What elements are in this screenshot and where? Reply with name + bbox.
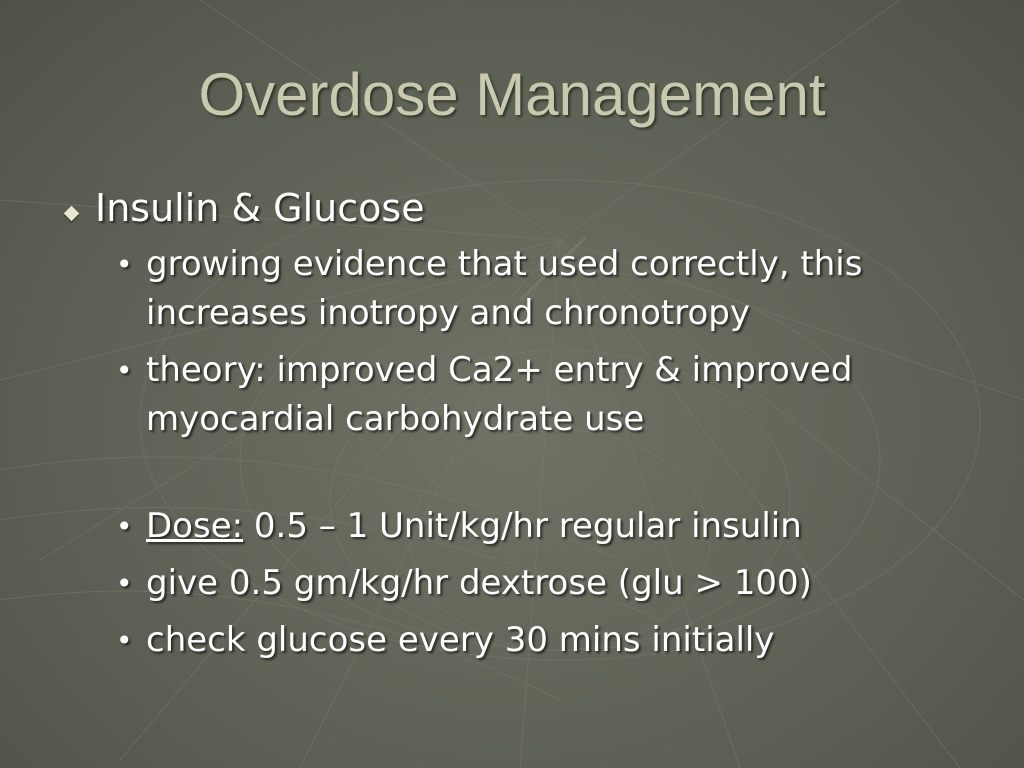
- dot-bullet-icon: •: [116, 566, 133, 600]
- sub-bullet-list: [60, 240, 960, 665]
- dot-bullet-icon: •: [116, 509, 133, 543]
- main-bullet: [60, 186, 960, 232]
- slide-title: Overdose Management: [198, 61, 826, 128]
- list-item: [116, 616, 960, 665]
- diamond-bullet-icon: [64, 206, 80, 222]
- dot-bullet-icon: •: [116, 353, 133, 387]
- dose-text: 0.5 – 1 Unit/kg/hr regular insulin: [243, 505, 802, 546]
- dot-bullet-icon: •: [116, 623, 133, 657]
- dot-bullet-icon: •: [116, 247, 133, 281]
- list-item: [116, 346, 960, 444]
- list-item: [116, 240, 960, 338]
- list-item-text: [146, 502, 802, 551]
- list-item-text: theory: improved Ca2+ entry & improved myocardial carbohydrate use: [146, 349, 853, 439]
- list-item-text: growing evidence that used correctly, this increases inotropy and chronotropy: [146, 243, 863, 333]
- main-bullet-text: Insulin & Glucose: [95, 186, 425, 230]
- list-item: [116, 559, 960, 608]
- list-item-text: check glucose every 30 mins initially: [146, 619, 775, 660]
- slide-content: [60, 186, 960, 665]
- list-item-dose: [116, 502, 960, 551]
- list-item-text: give 0.5 gm/kg/hr dextrose (glu > 100): [146, 562, 812, 603]
- dose-label: Dose:: [146, 505, 244, 546]
